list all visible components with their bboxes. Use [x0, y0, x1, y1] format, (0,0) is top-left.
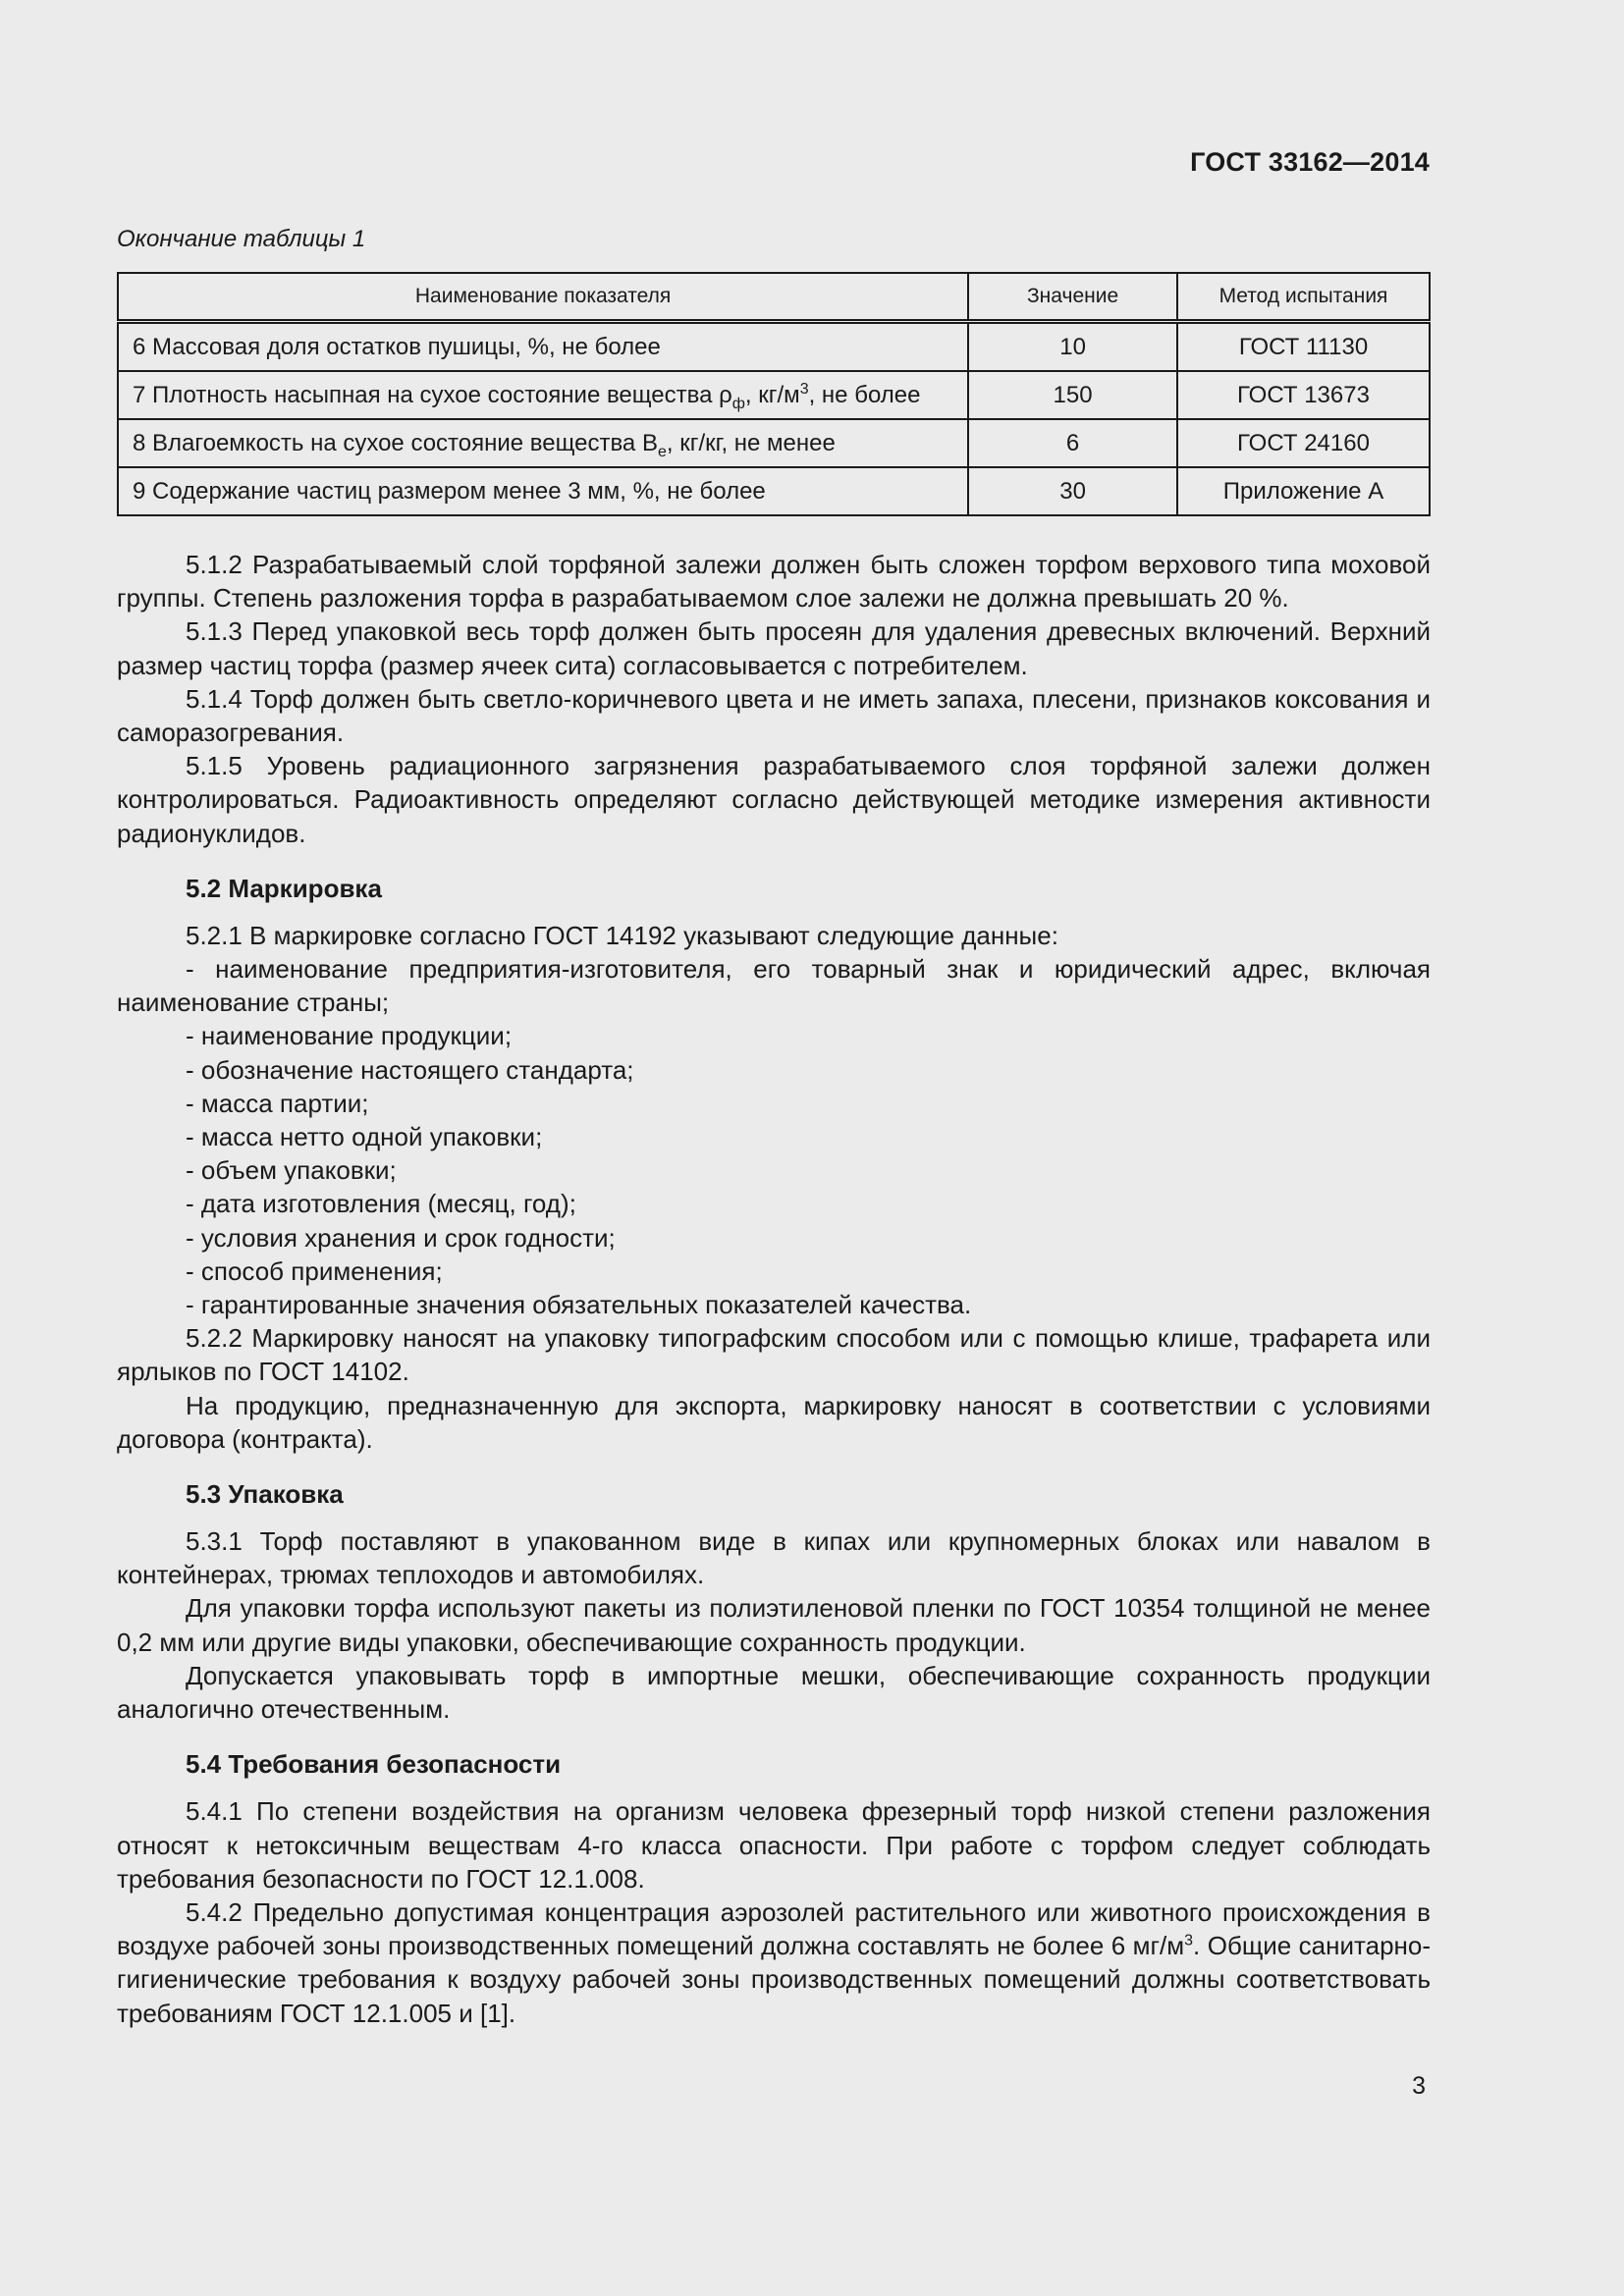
paragraph-5-1-3: 5.1.3 Перед упаковкой весь торф должен быть просеян для удаления древесных включений. Верхний размер частиц торфа (размер ячеек сита) согласовывается с потребителем. — [117, 616, 1431, 680]
row-test-method: ГОСТ 11130 — [1177, 322, 1430, 372]
list-item: - наименование предприятия-изготовителя, его товарный знак и юридический адрес, включая наименование страны; — [117, 954, 1431, 1018]
paragraph-5-1-5: 5.1.5 Уровень радиационного загрязнения разрабатываемого слоя торфяной залежи должен контролироваться. Радиоактивность определяют согласно действующей методике измерения активности радионуклидов. — [117, 751, 1431, 848]
section-heading-5-4: 5.4 Требования безопасности — [186, 1749, 562, 1780]
paragraph-5-1-4: 5.1.4 Торф должен быть светло-коричневого цвета и не иметь запаха, плесени, признаков коксования и саморазогревания. — [117, 683, 1431, 748]
page-number: 3 — [1412, 2072, 1426, 2100]
paragraph-5-3-1-packaging: Для упаковки торфа используют пакеты из полиэтиленовой пленки по ГОСТ 10354 толщиной не менее 0,2 мм или другие виды упаковки, обеспечивающие сохранность продукции. — [117, 1593, 1431, 1657]
table-row — [118, 467, 1430, 515]
row-test-method: Приложение А — [1177, 467, 1430, 515]
row-indicator-name: 6 Массовая доля остатков пушицы, %, не более — [118, 322, 968, 372]
section-heading-5-2: 5.2 Маркировка — [186, 873, 382, 903]
row-test-method: ГОСТ 13673 — [1177, 371, 1430, 419]
header-value: Значение — [968, 273, 1177, 322]
document-id: ГОСТ 33162—2014 — [1190, 147, 1430, 177]
list-item: - обозначение настоящего стандарта; — [186, 1054, 634, 1085]
list-item: - наименование продукции; — [186, 1021, 513, 1051]
paragraph-5-3-1: 5.3.1 Торф поставляют в упакованном виде в кипах или крупномерных блоках или навалом в контейнерах, трюмах теплоходов и автомобилях. — [117, 1526, 1431, 1590]
table-header-row — [118, 273, 1430, 322]
paragraph-5-2-1: 5.2.1 В маркировке согласно ГОСТ 14192 указывают следующие данные: — [186, 920, 1058, 950]
row-indicator-name: 7 Плотность насыпная на сухое состояние вещества $\rho_ф$, $кг/м^3$, не более — [118, 371, 968, 419]
list-item: - способ применения; — [186, 1255, 443, 1286]
row-value: 6 — [968, 419, 1177, 467]
list-item: - масса нетто одной упаковки; — [186, 1122, 543, 1152]
header-indicator-name: Наименование показателя — [118, 273, 968, 322]
list-item: - масса партии; — [186, 1088, 369, 1118]
row-test-method: ГОСТ 24160 — [1177, 419, 1430, 467]
row-indicator-name: 9 Содержание частиц размером менее 3 мм, %, не более — [118, 467, 968, 515]
list-item: - гарантированные значения обязательных показателей качества. — [186, 1290, 972, 1320]
row-indicator-name: 8 Влагоемкость на сухое состояние вещества $B_e$, кг/кг, не менее — [118, 419, 968, 467]
row-value: 150 — [968, 371, 1177, 419]
indicators-table — [117, 272, 1431, 516]
paragraph-5-3-1-imported-bags: Допускается упаковывать торф в импортные мешки, обеспечивающие сохранность продукции аналогично отечественным. — [117, 1660, 1431, 1725]
list-item: - объем упаковки; — [186, 1155, 397, 1186]
list-item: - условия хранения и срок годности; — [186, 1222, 616, 1253]
paragraph-5-1-2: 5.1.2 Разрабатываемый слой торфяной залежи должен быть сложен торфом верхового типа моховой группы. Степень разложения торфа в разрабатываемом слое залежи не должна превышать 20 %. — [117, 550, 1431, 614]
table-row — [118, 419, 1430, 467]
header-test-method: Метод испытания — [1177, 273, 1430, 322]
table-caption: Окончание таблицы 1 — [117, 226, 366, 252]
table-row — [118, 371, 1430, 419]
row-value: 10 — [968, 322, 1177, 372]
section-heading-5-3: 5.3 Упаковка — [186, 1479, 344, 1510]
document-body — [117, 548, 1431, 2030]
paragraph-5-2-2: 5.2.2 Маркировку наносят на упаковку типографским способом или с помощью клише, трафарета или ярлыков по ГОСТ 14102. — [117, 1323, 1431, 1387]
table-row — [118, 322, 1430, 372]
paragraph-5-4-1: 5.4.1 По степени воздействия на организм человека фрезерный торф низкой степени разложения относят к нетоксичным веществам 4-го класса опасности. При работе с торфом следует соблюдать требования безопасности по ГОСТ 12.1.008. — [117, 1796, 1431, 1894]
paragraph-5-4-2: 5.4.2 Предельно допустимая концентрация аэрозолей растительного или животного происхождения в воздухе рабочей зоны производственных помещений должна составлять не более 6 $мг/м^3$. Общие санитарно-гигиенические требования к воздуху рабочей зоны производственных помещений должны соответствовать требованиям ГОСТ 12.1.005 и [1]. — [117, 1896, 1432, 2028]
row-value: 30 — [968, 467, 1177, 515]
list-item: - дата изготовления (месяц, год); — [186, 1189, 576, 1219]
paragraph-5-2-2-export: На продукцию, предназначенную для экспорта, маркировку наносят в соответствии с условиями договора (контракта). — [117, 1390, 1431, 1454]
